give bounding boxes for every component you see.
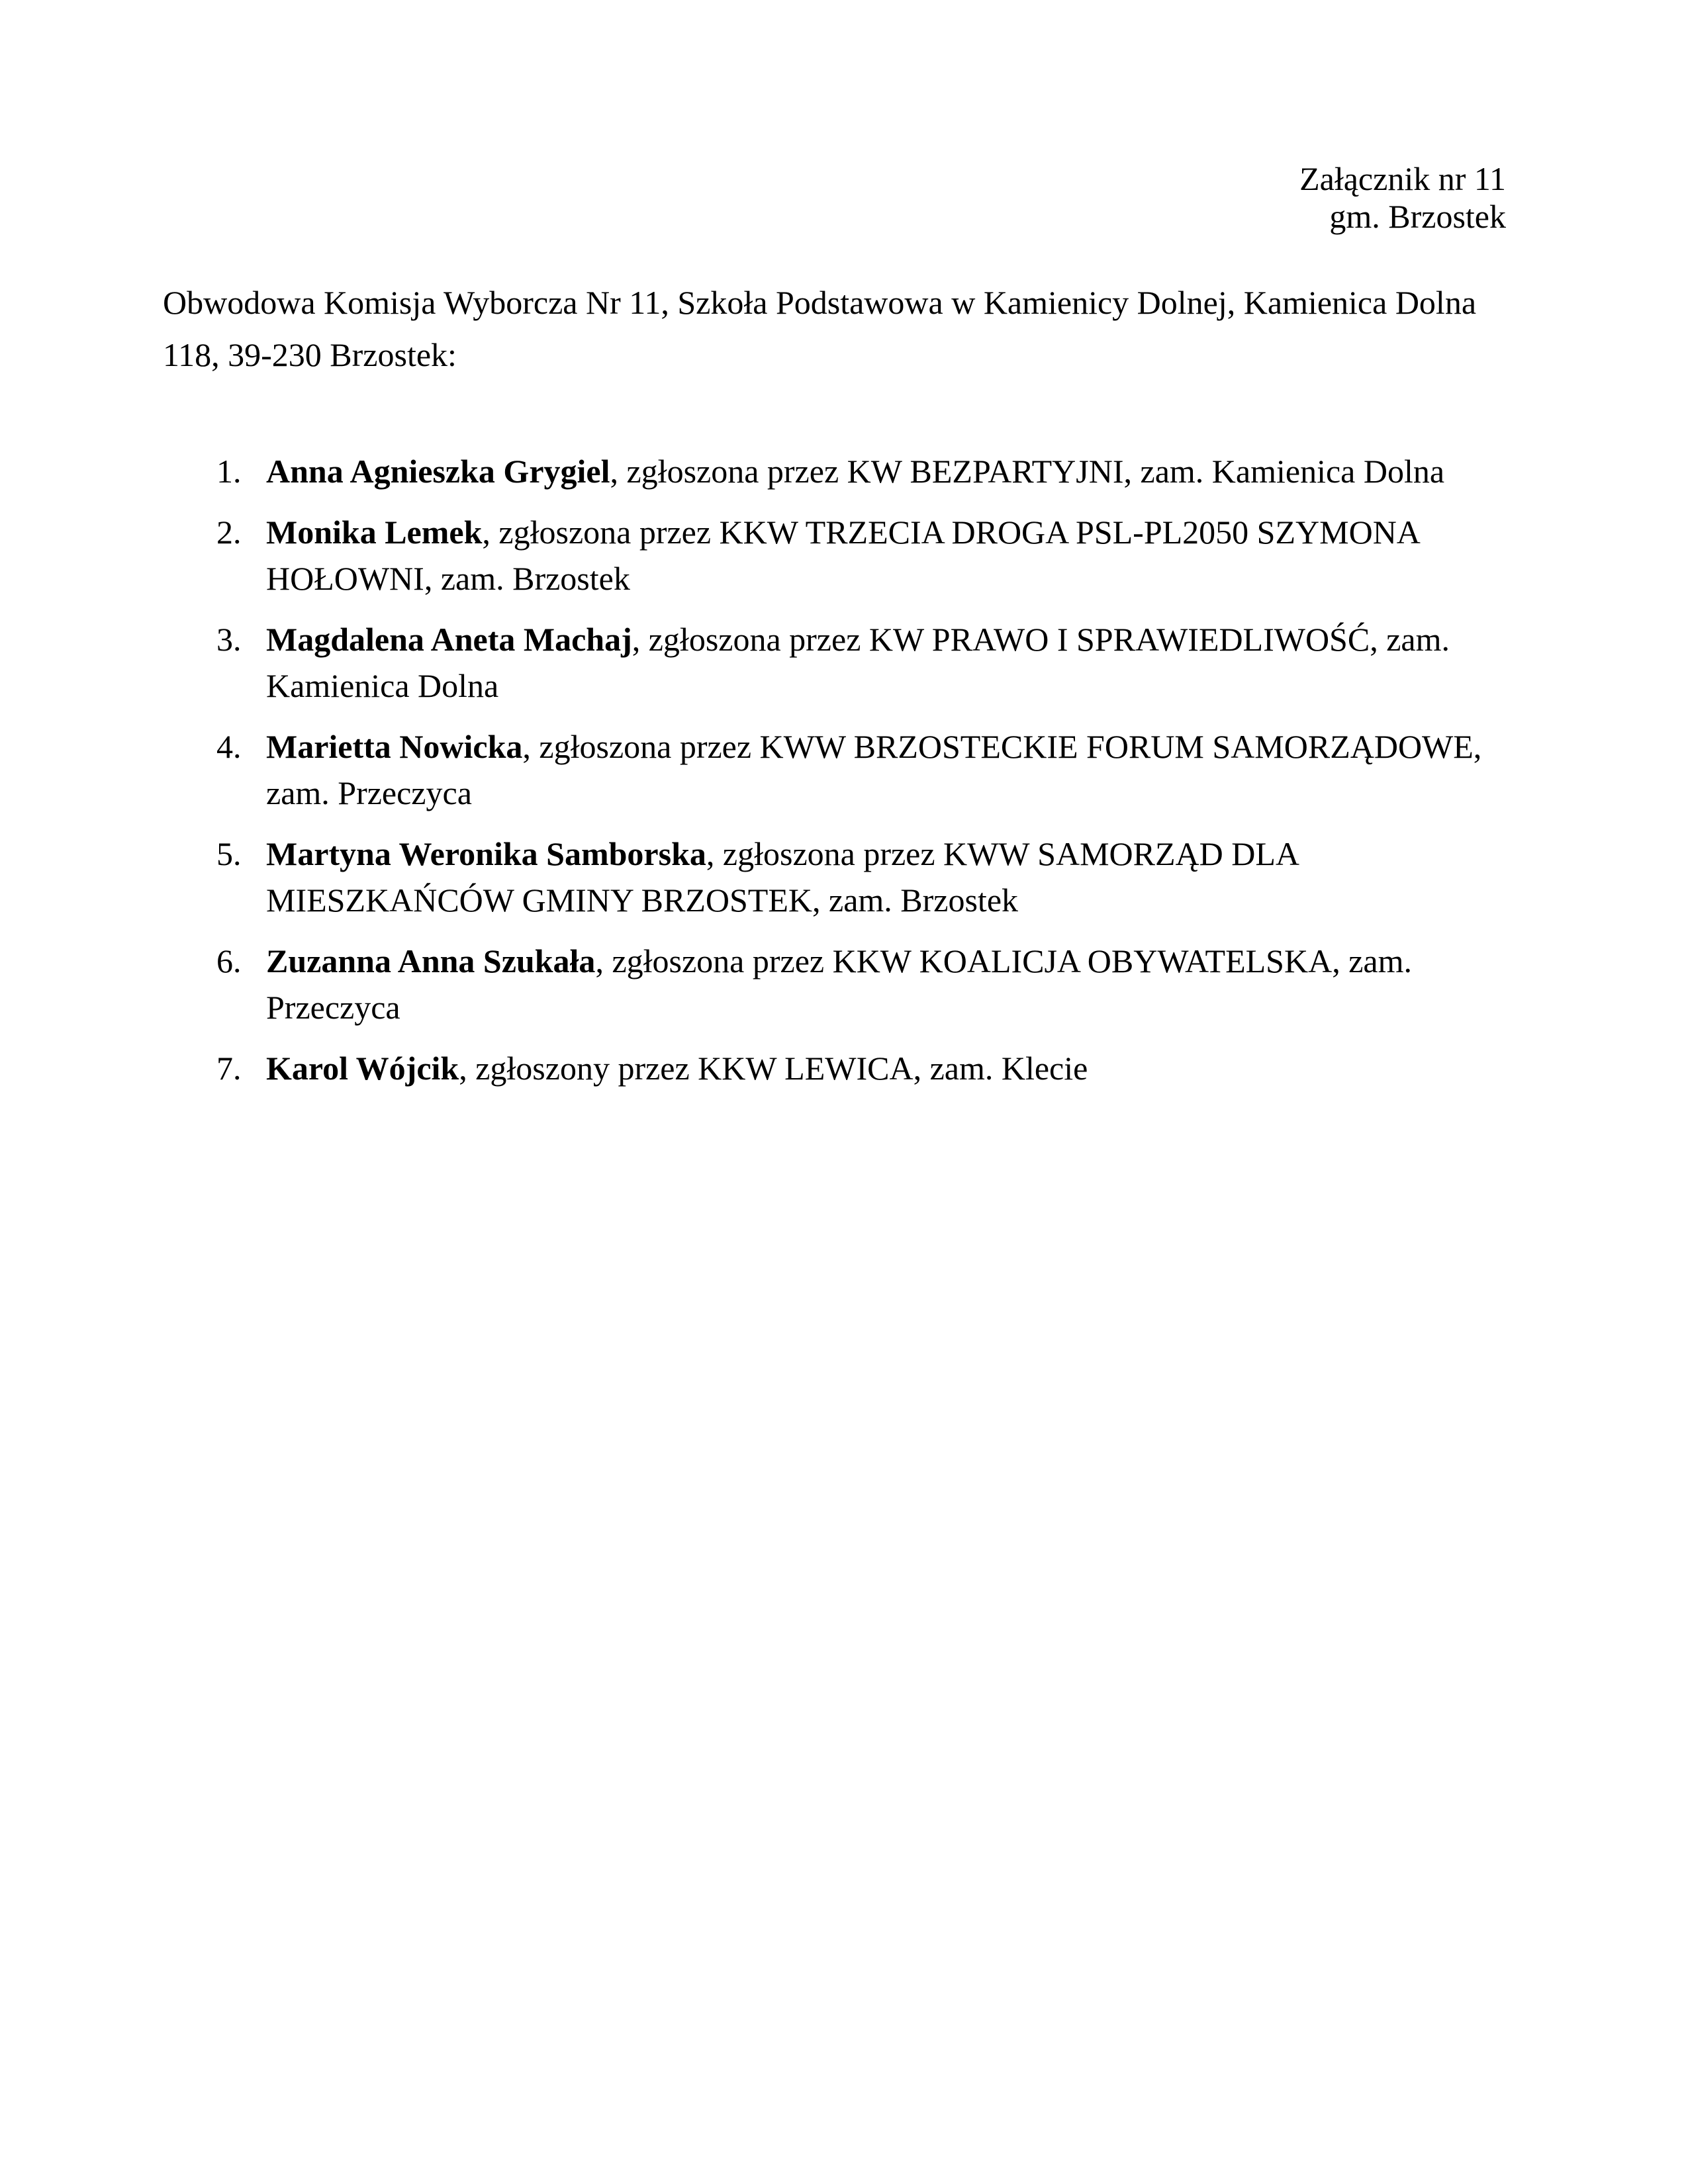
item-number: 3.: [216, 621, 242, 658]
member-name: Magdalena Aneta Machaj: [266, 621, 632, 658]
member-name: Karol Wójcik: [266, 1050, 459, 1087]
item-number: 2.: [216, 514, 242, 551]
member-details: , zgłoszona przez KKW KOALICJA OBYWATELSKA, zam. Przeczyca: [266, 942, 1412, 1026]
document-header: [1299, 160, 1506, 236]
list-item: [163, 938, 1508, 1030]
member-details: , zgłoszona przez KW BEZPARTYJNI, zam. Kamienica Dolna: [610, 453, 1445, 490]
member-details: , zgłoszony przez KKW LEWICA, zam. Klecie: [459, 1050, 1088, 1087]
commission-description: Obwodowa Komisja Wyborcza Nr 11, Szkoła Podstawowa w Kamienicy Dolnej, Kamienica Dolna 118, 39-230 Brzostek:: [163, 284, 1477, 373]
member-details: , zgłoszona przez KWW BRZOSTECKIE FORUM SAMORZĄDOWE, zam. Przeczyca: [266, 728, 1482, 811]
item-number: 5.: [216, 835, 242, 872]
item-number: 7.: [216, 1050, 242, 1087]
list-item: [163, 509, 1508, 602]
list-item: [163, 448, 1508, 494]
member-name: Martyna Weronika Samborska: [266, 835, 706, 872]
item-number: 4.: [216, 728, 242, 765]
member-name: Monika Lemek: [266, 514, 483, 551]
member-name: Marietta Nowicka: [266, 728, 523, 765]
member-details: , zgłoszona przez KWW SAMORZĄD DLA MIESZKAŃCÓW GMINY BRZOSTEK, zam. Brzostek: [266, 835, 1298, 919]
member-name: Zuzanna Anna Szukała: [266, 942, 596, 979]
item-number: 6.: [216, 942, 242, 979]
members-list: [163, 448, 1508, 1106]
list-item: [163, 723, 1508, 816]
member-details: , zgłoszona przez KW PRAWO I SPRAWIEDLIWOŚĆ, zam. Kamienica Dolna: [266, 621, 1450, 704]
item-number: 1.: [216, 453, 242, 490]
attachment-number: Załącznik nr 11: [1299, 160, 1506, 197]
member-name: Anna Agnieszka Grygiel: [266, 453, 610, 490]
list-item: [163, 1045, 1508, 1091]
list-item: [163, 831, 1508, 923]
list-item: [163, 616, 1508, 709]
municipality: gm. Brzostek: [1329, 198, 1506, 235]
member-details: , zgłoszona przez KKW TRZECIA DROGA PSL-PL2050 SZYMONA HOŁOWNI, zam. Brzostek: [266, 514, 1419, 597]
